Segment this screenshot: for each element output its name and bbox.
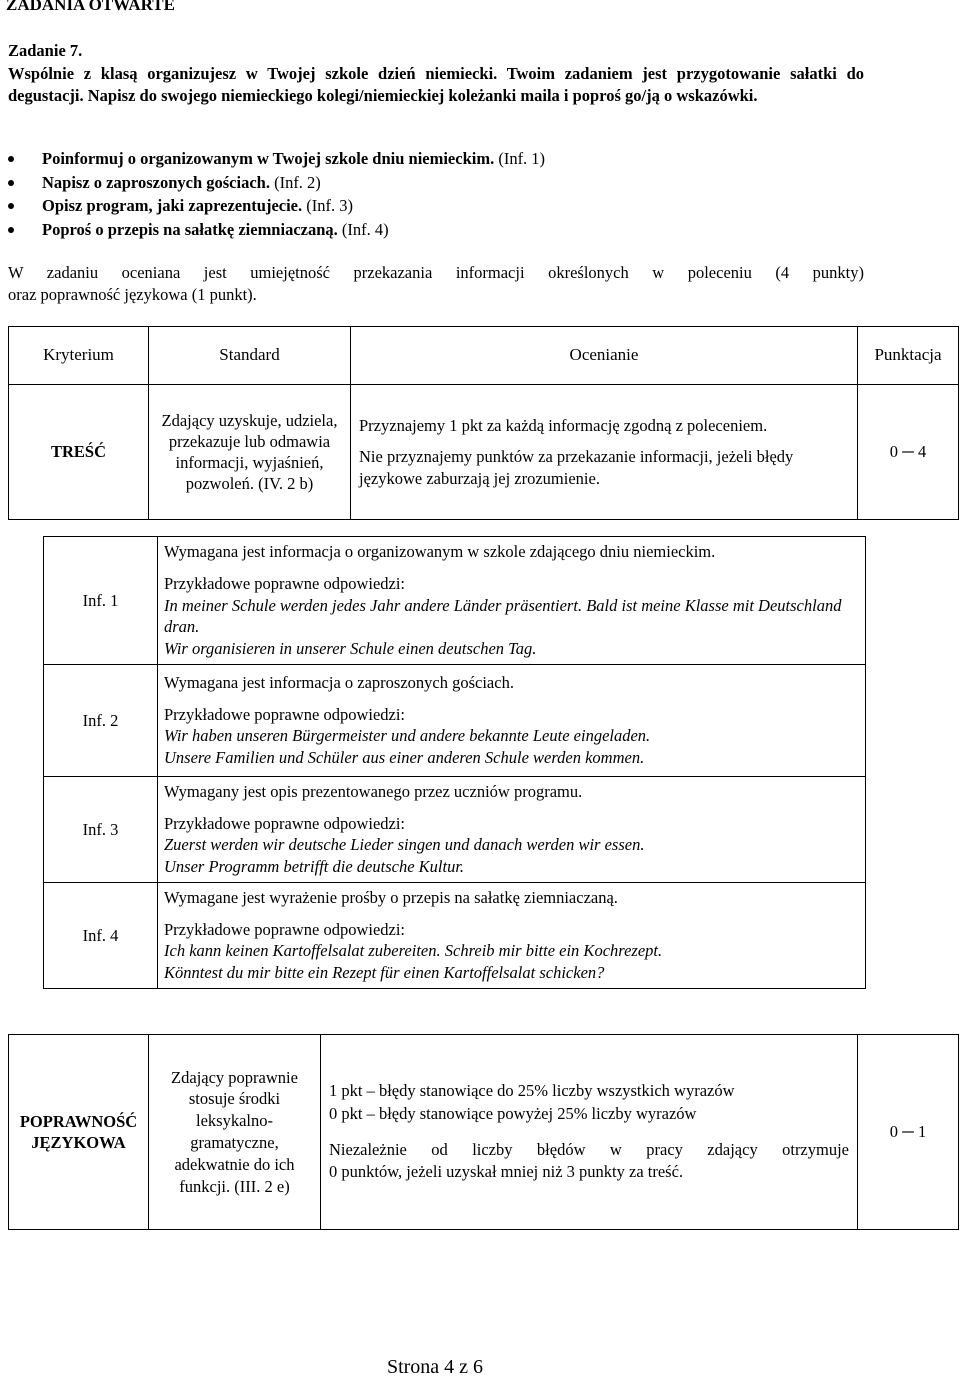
info-example: Zuerst werden wir deutsche Lieder singen und danach werden wir essen. bbox=[164, 835, 645, 855]
bullet-dot-icon bbox=[8, 156, 14, 162]
header-ocenianie: Ocenianie bbox=[351, 327, 858, 385]
criterion-tresc: TREŚĆ bbox=[9, 385, 149, 520]
info-row bbox=[44, 664, 866, 776]
criteria-table bbox=[8, 326, 959, 520]
evaluation-note bbox=[8, 262, 864, 307]
info-example: Wir haben unseren Bürgermeister und andere bekannte Leute eingeladen. bbox=[164, 726, 651, 746]
criteria-header-row bbox=[9, 327, 959, 385]
bullet-dot-icon bbox=[8, 180, 14, 186]
task-description: Wspólnie z klasą organizujesz w Twojej szkole dzień niemiecki. Twoim zadaniem jest przygotowanie sałatki do degustacji. Napisz do swojego niemieckiego kolegi/niemieckiej koleżanki maila i poproś go/ją o wskazówki. bbox=[8, 64, 864, 105]
info-requirement: Wymagana jest informacja o zaproszonych gościach. bbox=[164, 672, 514, 692]
info-examples-heading: Przykładowe poprawne odpowiedzi: bbox=[164, 919, 406, 939]
information-table bbox=[43, 536, 866, 989]
correctness-table bbox=[8, 1034, 959, 1230]
evaluation-line-1: W zadaniu oceniana jest umiejętność przekazania informacji określonych w poleceniu (4 punkty) bbox=[8, 263, 864, 282]
header-kryterium: Kryterium bbox=[9, 327, 149, 385]
info-example: Ich kann keinen Kartoffelsalat zubereiten. Schreib mir bitte ein Kochrezept. bbox=[164, 941, 663, 961]
header-punktacja: Punktacja bbox=[858, 327, 959, 385]
grading-note-line-2: 0 punktów, jeżeli uzyskał mniej niż 3 punkty za treść. bbox=[329, 1162, 684, 1182]
bullet-ref: (Inf. 1) bbox=[494, 149, 546, 168]
task-title: Zadanie 7. bbox=[8, 41, 83, 60]
task-bullet-list bbox=[8, 148, 864, 242]
grading-tresc bbox=[351, 385, 858, 520]
bullet-text: Napisz o zaproszonych gościach. bbox=[42, 172, 270, 192]
grading-rule-2: Nie przyznajemy punktów za przekazanie informacji, jeżeli błędy językowe zaburzają jej zrozumienie. bbox=[359, 447, 794, 488]
task-bullet bbox=[8, 172, 864, 196]
points-poprawnosc: 0 ─ 1 bbox=[858, 1035, 959, 1230]
correctness-row bbox=[9, 1035, 959, 1230]
info-requirement: Wymagane jest wyrażenie prośby o przepis na sałatkę ziemniaczaną. bbox=[164, 887, 618, 907]
info-examples-heading: Przykładowe poprawne odpowiedzi: bbox=[164, 573, 406, 593]
bullet-text: Poinformuj o organizowanym w Twojej szkole dniu niemieckim. bbox=[42, 149, 495, 168]
info-label: Inf. 3 bbox=[44, 776, 158, 882]
info-row bbox=[44, 776, 866, 882]
info-content bbox=[158, 664, 866, 776]
info-example: Unsere Familien und Schüler aus einer anderen Schule werden kommen. bbox=[164, 748, 645, 768]
info-example: Wir organisieren in unserer Schule einen deutschen Tag. bbox=[164, 639, 537, 659]
bullet-text: Poproś o przepis na sałatkę ziemniaczaną. bbox=[42, 219, 338, 239]
info-examples-heading: Przykładowe poprawne odpowiedzi: bbox=[164, 813, 406, 833]
task-bullet bbox=[8, 195, 864, 219]
bullet-ref: (Inf. 4) bbox=[337, 219, 389, 239]
standard-poprawnosc: Zdający poprawnie stosuje środki leksykalno-gramatyczne, adekwatnie do ich funkcji. (III. 2 e) bbox=[149, 1035, 321, 1230]
section-heading: ZADANIA OTWARTE bbox=[6, 0, 175, 14]
page-number: Strona 4 z 6 bbox=[386, 1356, 484, 1378]
bullet-dot-icon bbox=[8, 227, 14, 233]
info-content bbox=[158, 537, 866, 665]
criteria-row-tresc bbox=[9, 385, 959, 520]
bullet-dot-icon bbox=[8, 203, 14, 209]
grading-poprawnosc bbox=[321, 1035, 858, 1230]
task-bullet bbox=[8, 148, 864, 172]
criterion-poprawnosc: POPRAWNOŚĆ JĘZYKOWA bbox=[9, 1035, 149, 1230]
info-example: Könntest du mir bitte ein Rezept für einen Kartoffelsalat schicken? bbox=[164, 963, 605, 983]
points-tresc: 0 ─ 4 bbox=[858, 385, 959, 520]
bullet-ref: (Inf. 3) bbox=[302, 196, 353, 215]
info-example: In meiner Schule werden jedes Jahr andere Länder präsentiert. Bald ist meine Klasse mit Deutschland dran. bbox=[164, 595, 842, 637]
info-row bbox=[44, 537, 866, 665]
info-content bbox=[158, 776, 866, 882]
info-label: Inf. 4 bbox=[44, 882, 158, 988]
task-bullet bbox=[8, 219, 864, 243]
bullet-text: Opisz program, jaki zaprezentujecie. bbox=[42, 196, 303, 215]
grading-note-line-1: Niezależnie od liczby błędów w pracy zdający otrzymuje bbox=[329, 1140, 849, 1159]
info-label: Inf. 1 bbox=[44, 537, 158, 665]
grading-rule-0pkt: 0 pkt – błędy stanowiące powyżej 25% liczby wyrazów bbox=[329, 1103, 697, 1123]
grading-rule-1: Przyznajemy 1 pkt za każdą informację zgodną z poleceniem. bbox=[359, 415, 768, 435]
info-requirement: Wymagany jest opis prezentowanego przez uczniów programu. bbox=[164, 781, 583, 801]
evaluation-line-2: oraz poprawność językowa (1 punkt). bbox=[8, 285, 257, 305]
standard-tresc: Zdający uzyskuje, udziela, przekazuje lub odmawia informacji, wyjaśnień, pozwoleń. (IV. 2 b) bbox=[149, 385, 351, 520]
info-row bbox=[44, 882, 866, 988]
info-examples-heading: Przykładowe poprawne odpowiedzi: bbox=[164, 704, 406, 724]
info-label: Inf. 2 bbox=[44, 664, 158, 776]
info-content bbox=[158, 882, 866, 988]
info-example: Unser Programm betrifft die deutsche Kultur. bbox=[164, 857, 465, 877]
header-standard: Standard bbox=[149, 327, 351, 385]
info-requirement: Wymagana jest informacja o organizowanym w szkole zdającego dniu niemieckim. bbox=[164, 542, 716, 561]
bullet-ref: (Inf. 2) bbox=[269, 172, 321, 192]
grading-rule-1pkt: 1 pkt – błędy stanowiące do 25% liczby wszystkich wyrazów bbox=[329, 1081, 735, 1101]
